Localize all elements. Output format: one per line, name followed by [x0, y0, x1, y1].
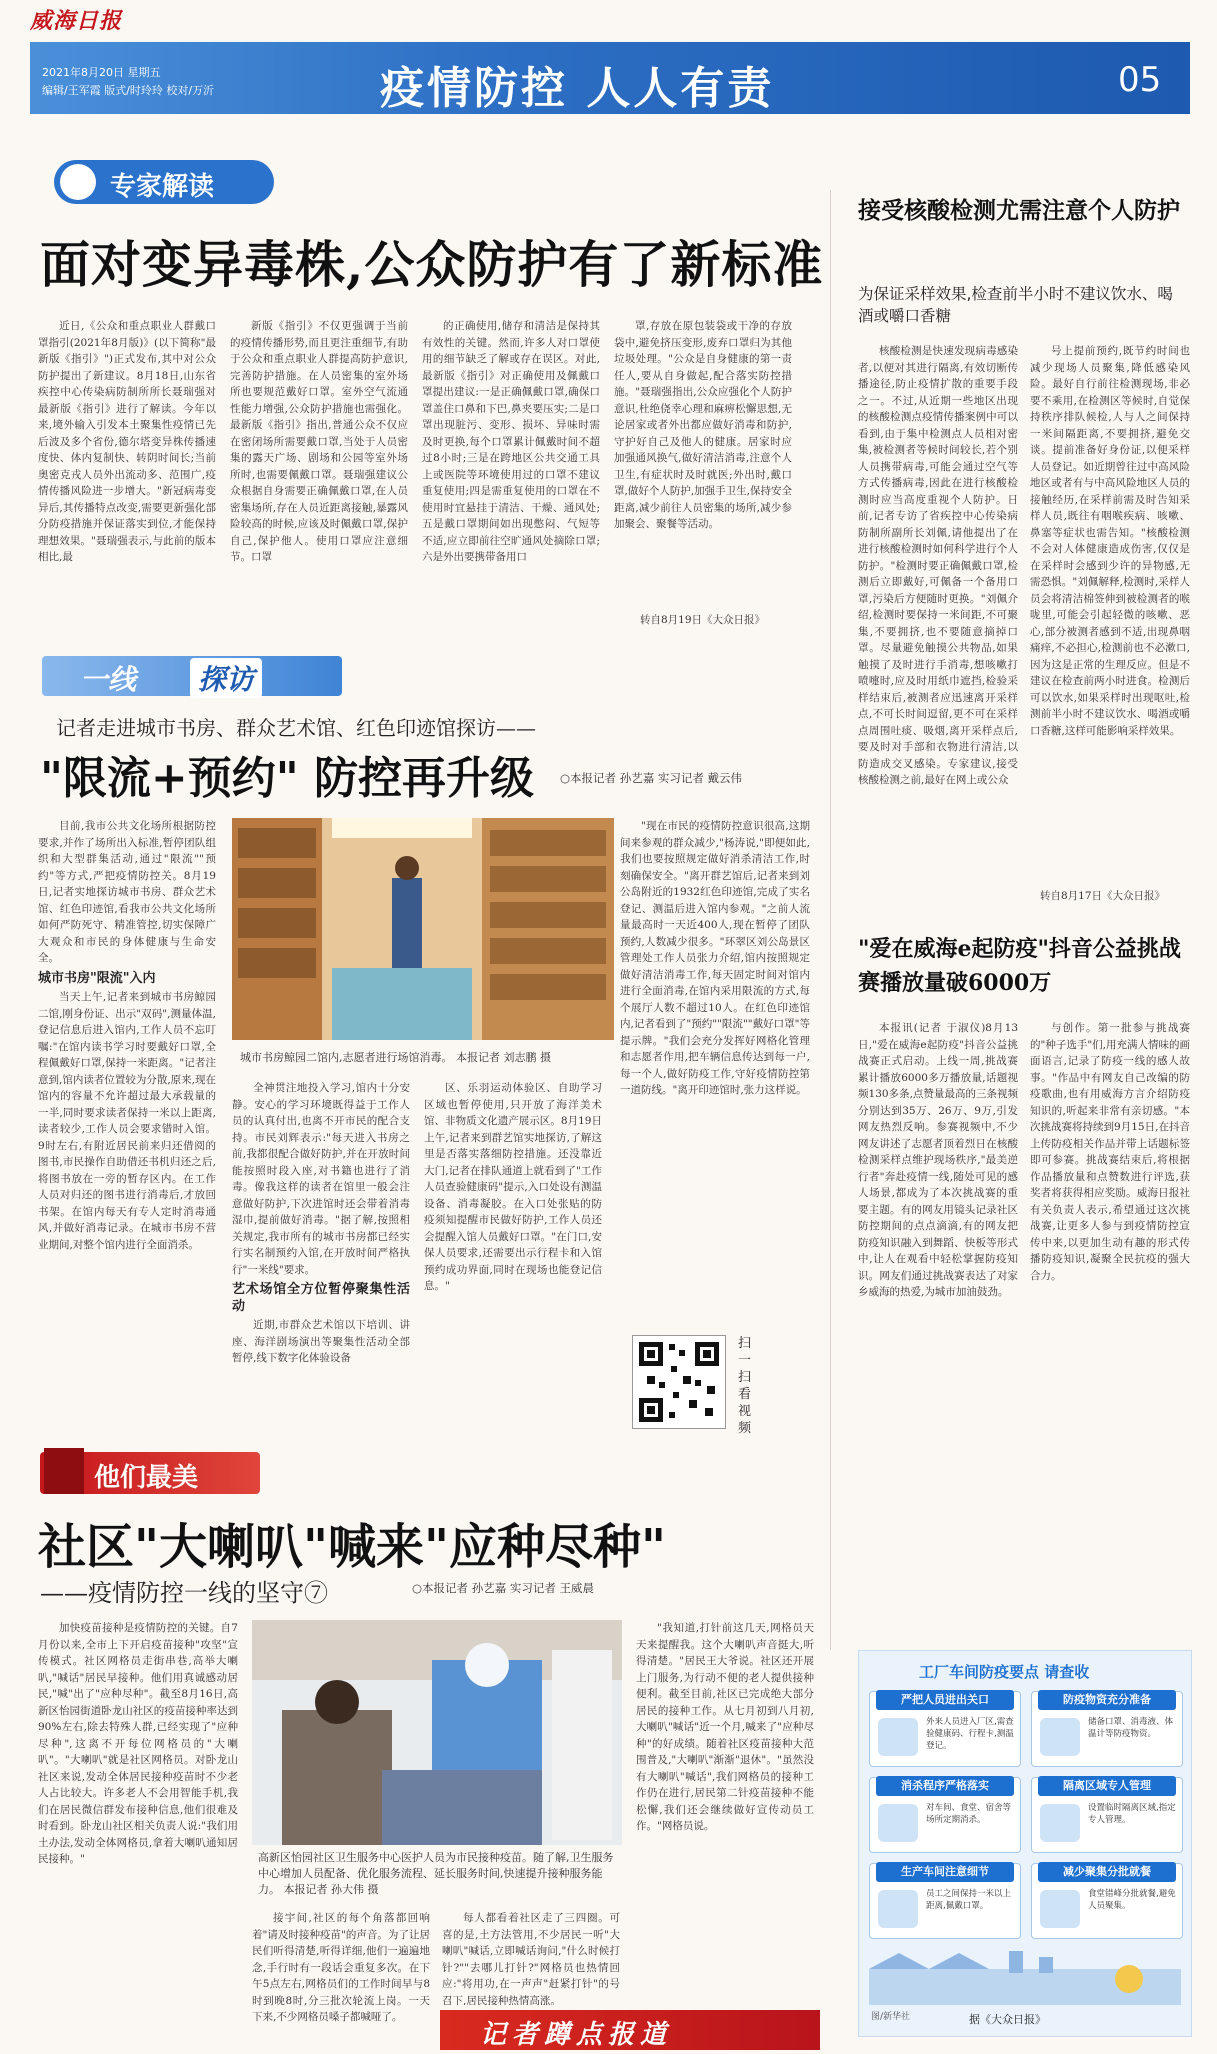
vaccination-photo: [252, 1620, 622, 1845]
frontline-tag-visit: 探访: [190, 658, 262, 698]
factory-ad-title: 工厂车间防疫要点 请查收: [919, 1663, 1090, 1681]
footer-banner: [440, 2010, 820, 2050]
supplies-icon: [1040, 1718, 1080, 1756]
factory-ad-credits: 图/新华社: [871, 2012, 911, 2022]
dining-icon: [1040, 1890, 1080, 1928]
frontline-tag-line: 一线: [80, 663, 137, 696]
frontline-col-4: "现在市民的疫情防控意识很高,这期间来参观的群众减少,"杨涛说,"即便如此,我们也要按照规定做好消杀清洁工作,时刻确保安全。"离开群艺馆后,记者来到刘公岛附近的1932红色印迹馆,完成了实名登记、测温后进入馆内参观。"之前人流量最高时一天近400人,现在暂停了团队预约,人数减少很多。"环翠区刘公岛景区管理处工作人员张力介绍,馆内按照规定做好清洁消毒工作,每天固定时间对馆内进行全面消毒,在馆内采用限流的方式,每个展厅人数不超过10人。在红色印迹馆内,记者看到了"预约""限流""戴好口罩"等提示牌。"我们会充分发挥好网格化管理和志愿者作用,把车辆信息传达到每一户,每一个人,做好防疫工作,守好疫情防控第一道防线。"离开印迹馆时,张力这样说。: [620, 820, 810, 1096]
ad-card-4: 隔离区域专人管理 设置临时隔离区域,指定专人管理。: [1031, 1777, 1183, 1853]
masthead: [0, 0, 1217, 120]
page-number: 05: [1118, 60, 1162, 100]
heroes-icon: [44, 1448, 84, 1494]
library-photo-caption: 城市书房鲸园二馆内,志愿者进行场馆消毒。 本报记者 刘志鹏 摄: [240, 1051, 551, 1064]
frontline-col-1: 目前,我市公共文化场所根据防控要求,并作了场所出入标准,暂停团队组织和大型群集活动,通过"限流""预约"等方式,严把疫情防控关。8月19日,记者实地探访城市书房、群众艺术馆、红色印迹馆,看我市公共文化场所如何严防死守、精准管控,切实保障广大观众和市民的身体健康与生命安全。 城市书房"限流"入内 当天上午,记者来到城市书房鲸园二馆,刚身份证、出示"双码",测量体温,登记信息后进入馆内,工作人员不忘叮嘱:"在馆内读书学习时要戴好口罩,全程佩戴好口罩,保持一米距离。"记者注意到,馆内读者位置较为分散,原来,现在馆内的容量不允许超过最大承载量的一半,同时要求读者保持一米以上距离,读者较少,工作人员会要求错时入馆。9时左右,有附近居民前来归还借阅的图书,市民操作自助借还书机归还之后,将图书放在一旁的暂存区内。在工作人员对归还的图书进行消毒后,才放回书架。在馆内每天有专人定时消毒通风,并做好消毒记录。在城市书房不营业期间,对整个馆内进行全面消杀。: [38, 820, 216, 1251]
expert-col-2: 新版《指引》不仅更强调于当前的疫情传播形势,而且更注重细节,有助于公众和重点职业人群提高防护意识,完善防护措施。在人员密集的室外场所也要规范戴好口罩。室外空气流通性能力增强,公众防护措施也需强化。最新版《指引》指出,普通公众不仅应在密闭场所需要戴口罩,当处于人员密集的露天广场、剧场和公园等室外场所时,也需要佩戴口罩。聂瑞强建议公众根据自身需要正确佩戴口罩,在人员密集场所,存在人员近距离接触,暴露风险较高的时候,应该及时佩戴口罩,保护自己,保护他人。使用口罩应注意细节。口罩: [230, 320, 408, 563]
ad-card-5: 生产车间注意细节 员工之间保持一米以上距离,佩戴口罩。: [869, 1863, 1021, 1939]
heroes-tag-label: 他们最美: [94, 1463, 199, 1493]
qr-code[interactable]: [632, 1335, 726, 1429]
library-illustration: [232, 818, 614, 1040]
expert-tag-label: 专家解读: [110, 172, 215, 202]
expert-icon: [60, 164, 96, 200]
masthead-editors: 编辑/王军霞 版式/时玲玲 校对/万沂: [42, 84, 215, 97]
vaccination-caption: 高新区怡园社区卫生服务中心医护人员为市民接种疫苗。随了解,卫生服务中心增加人员配备、优化服务流程、延长服务时间,快速提升接种服务能力。 本报记者 孙大伟 摄: [258, 1851, 614, 1896]
ecampaign-headline: "爱在威海e起防疫"抖音公益挑战赛播放量破6000万: [858, 936, 1181, 996]
heroes-col-1: 加快疫苗接种是疫情防控的关键。自7月份以来,全市上下开启疫苗接种"攻坚"宣传模式。社区网格员走街串巷,高举大喇叭,"喊话"居民早接种。他们用真诚感动居民,"喊"出了"应种尽种"。截至8月16日,高新区怡园街道卧龙山社区的疫苗接种率达到90%左右,除去特殊人群,已经实现了"应种尽种",这离不开每位网格员的"大喇叭"。"大喇叭"就是社区网格员。对卧龙山社区来说,发动全体居民接种疫苗时不少老人占比较大。许多老人不会用智能手机,我们在居民微信群发布接种信息,他们很难及时看到。卧龙山社区相关负责人说:"我们用土办法,发动全体网格员,拿着大喇叭通知居民接种。": [38, 1622, 238, 1865]
library-photo: [232, 818, 614, 1040]
expert-tag: [54, 160, 274, 204]
heroes-col-3: 每人都看着社区走了三四圈。可喜的是,土方法管用,不少居民一听"大喇叭"喊话,立即喊话询问,"什么时候打针?""去哪儿打针?"网格员也热情回应:"将用功,在一声声"赶紧打针"的号召下,居民接种热情高涨。: [442, 1912, 620, 2005]
newspaper-logo: 威海日报: [30, 8, 123, 34]
nucleic-col-1: 核酸检测是快速发现病毒感染者,以便对其进行隔离,有效切断传播途径,防止疫情扩散的重要手段之一。不过,从近期一些地区出现的核酸检测点疫情传播案例中可以看到,由于集中检测点人员相对密集,被检测者等候时间较长,若个别人员携带病毒,可能会通过空气等方式传播病毒,因此在进行核酸检测时应当高度重视个人防护。日前,记者专访了省疾控中心传染病防制所副所长刘佩,请他提出了在进行核酸检测时如何科学进行个人防护。"检测时要正确佩戴口罩,检测后立即戴好,可佩备一个备用口罩,污染后方便随时更换。"刘佩介绍,检测时要保持一米间距,不可聚集,不要拥挤,也不要随意摘掉口罩。尽量避免触摸公共物品,如果触摸了及时进行手消毒,想咳嗽打喷嚏时,应及时用纸巾遮挡,检验采样结束后,被测者应迅速离开采样点,不可长时间逗留,更不可在采样点周围吐痰、吸烟,离开采样点后,要及时对手部和衣物进行清洁,以防造成交叉感染。专家建议,接受核酸检测之前,最好在网上或公众: [858, 345, 1018, 786]
footer-banner-text: 记者蹲点报道: [480, 2020, 673, 2050]
nucleic-col-2: 号上提前预约,既节约时间也减少现场人员聚集,降低感染风险。最好自行前往检测现场,非必要不乘用,在检测区等候时,自觉保持秩序排队候检,人与人之间保持一米间隔距离,不要拥挤,避免交谈。提前准备好身份证,以便采样人员登记。如近期曾往过中高风险地区或者有与中高风险地区人员的接触经历,在采样前需及时告知采样人员,既往有咽喉疾病、咳嗽、鼻塞等症状也需告知。"核酸检测不会对人体健康造成伤害,仅仅是在采样时会感到少许的异物感,无需恐惧。"刘佩解释,检测时,采样人员会将清洁棉签伸到被检测者的喉咙里,可能会引起轻微的咳嗽、恶心,部分被测者感到不适,出现鼻咽痛痒,不必担心,检测前也不必漱口,因为这是正常的生理反应。但是不建议在检查前两小时进食。检测后可以饮水,如果采样时出现呕吐,检测前半小时不建议饮水、喝酒或嚼口香糖,这样可能影响采样效果。: [1030, 345, 1190, 737]
nucleic-subtitle: 为保证采样效果,检查前半小时不建议饮水、喝酒或嚼口香糖: [858, 285, 1173, 325]
nucleic-source: 转自8月17日《大众日报》: [1040, 890, 1166, 902]
masthead-date: 2021年8月20日 星期五: [42, 66, 161, 79]
frontline-headline: "限流+预约" 防控再升级: [40, 753, 535, 804]
ecampaign-col-2: 与创作。第一批参与挑战赛的"种子选手"们,用充满人情味的画面语言,记录了防疫一线的感人故事。"作品中有网友自己改编的防疫歌曲,也有用威海方言介绍防疫知识的,听起来非常有亲切感。"本次挑战赛将持续到9月15日,在抖音上传防疫相关作品并带上话题标签即可参赛。挑战赛结束后,将根据作品播放量和点赞数进行评选,获奖者将获得相应奖励。威海日报社有关负责人表示,希望通过这次挑战赛,让更多人参与到疫情防控宣传中来,以更加生动有趣的形式传播防疫知识,凝聚全民抗疫的强大合力。: [1030, 1022, 1190, 1282]
ad-card-6: 减少聚集分批就餐 食堂错峰分批就餐,避免人员聚集。: [1031, 1863, 1183, 1939]
expert-col-4: 罩,存放在原包装袋或干净的存放袋中,避免挤压变形,废弃口罩归为其他垃圾处理。"公众是自身健康的第一责任人,要从自身做起,配合落实防控措施。"聂瑞强指出,公众应强化个人防护意识,杜绝侥幸心理和麻痹松懈思想,无论居家或者外出都应做好消毒和防护,守护好自己及他人的健康。居家时应加强通风换气,做好清洁消毒,注意个人卫生,有症状时及时就医;外出时,戴口罩,做好个人防护,加强手卫生,保持安全距离,减少前往人员密集的场所,减少参加聚会、聚餐等活动。: [614, 320, 792, 530]
vaccination-illustration: [252, 1620, 622, 1845]
isolation-icon: [1040, 1804, 1080, 1842]
divider: [830, 190, 831, 1650]
heroes-byline: ○本报记者 孙艺嘉 实习记者 王威晨: [412, 1581, 594, 1595]
heroes-headline: 社区"大喇叭"喊来"应种尽种": [38, 1519, 667, 1575]
workshop-icon: [878, 1890, 918, 1928]
factory-ad-source: 据《大众日报》: [969, 2013, 1046, 2026]
heroes-col-4: "我知道,打针前这几天,网格员天天来提醒我。这个大喇叭声音挺大,听得清楚。"居民王大爷说。社区还开展上门服务,为行动不便的老人提供接种便利。截至目前,社区已完成绝大部分居民的接种工作。从七月初到八月初,大喇叭"喊话"近一个月,喊来了"应种尽种"的好成绩。随着社区疫苗接种大范围普及,"大喇叭"渐渐"退休"。"虽然没有大喇叭"喊话",我们网格员的接种工作仍在进行,居民第二针疫苗接种不能松懈,我们还会继续做好宣传动员工作。"网格员说。: [636, 1622, 814, 1832]
expert-headline: 面对变异毒株,公众防护有了新标准: [40, 235, 824, 294]
frontline-byline: ○本报记者 孙艺嘉 实习记者 戴云伟: [560, 771, 742, 785]
ad-card-3: 消杀程序严格落实 对车间、食堂、宿舍等场所定期消杀。: [869, 1777, 1021, 1853]
frontline-kicker: 记者走进城市书房、群众艺术馆、红色印迹馆探访——: [56, 716, 536, 740]
frontline-sub-2: 艺术场馆全方位暂停聚集性活动: [232, 1282, 410, 1314]
qr-label: 扫一扫看视频: [738, 1336, 752, 1436]
expert-col-3: 的正确使用,储存和清洁是保持其有效性的关键。然而,许多人对口罩使用的细节缺乏了解或存在误区。对此,最新版《指引》对正确使用及佩戴口罩提出建议:一是正确佩戴口罩,确保口罩盖住口鼻和下巴,鼻夹要压实;二是口罩出现脏污、变形、损坏、异味时需及时更换,每个口罩累计佩戴时间不超过8小时;三是在跨地区公共交通工具上或医院等环境使用过的口罩不建议重复使用;四是需重复使用的口罩在不使用时宜悬挂于清洁、干燥、通风处;五是戴口罩期间如出现憋闷、气短等不适,应立即前往空旷通风处摘除口罩;六是外出要携带备用口: [422, 320, 600, 563]
factory-illustration: [869, 1949, 1181, 2005]
expert-col-1: 近日,《公众和重点职业人群戴口罩指引(2021年8月版)》(以下简称"最新版《指引》")正式发布,其中对公众防护提出了新建议。8月18日,山东省疾控中心传染病防制所所长聂瑞强对最新版《指引》进行了解读。今年以来,境外输入引发本土聚集性疫情已先后波及多个省份,德尔塔变异株传播速度快、体内复制快、转阴时间长;当前奥密克戎人员外出流动多、范围广,疫情传播风险进一步增大。"新冠病毒变异后,其传播特点改变,需要更新强化部分防疫措施并保证落实到位,才能保持理想效果。"聂瑞强表示,与此前的版本相比,最: [38, 320, 216, 563]
qr-code-icon: [633, 1336, 725, 1428]
frontline-col-2: 全神贯注地投入学习,馆内十分安静。安心的学习环境既得益于工作人员的认真付出,也离不开市民的配合支持。市民刘辉表示:"每天进入书房之前,我都很配合做好防护,并在开放时间能按照时段入座,对书籍也进行了消毒。像我这样的读者在馆里一般会注意做好防护,下次进馆时还会带着消毒湿巾,提前做好消毒。"据了解,按照相关规定,我市所有的城市书房都已经实行实名制预约入馆,在开放时间严格执行"一米线"要求。 艺术场馆全方位暂停聚集性活动 近期,市群众艺术馆以下培训、讲座、海洋剧场演出等聚集性活动全部暂停,线下数字化体验设备: [232, 1082, 410, 1364]
nucleic-headline: 接受核酸检测尤需注意个人防护: [858, 197, 1180, 224]
heroes-tag: [40, 1452, 260, 1494]
frontline-sub-1: 城市书房"限流"入内: [38, 970, 156, 986]
ad-card-2: 防疫物资充分准备 储备口罩、消毒液、体温计等防疫物资。: [1031, 1691, 1183, 1767]
guard-icon: [878, 1718, 918, 1756]
factory-icon: [869, 1949, 1181, 2005]
factory-ad: [858, 1650, 1192, 2037]
frontline-col-3: 区、乐羽运动体验区、自助学习区域也暂停使用,只开放了海洋美术馆、非物质文化遗产展示区。8月19日上午,记者来到群艺馆实地探访,了解这里是否落实落细防控措施。还没靠近大门,记者在排队通道上就看到了"工作人员查验健康码"提示,入口处设有测温设备、消毒凝胶。在入口处张贴的防疫须知提醒市民做好防护,工作人员还会提醒入馆人员戴好口罩。"在门口,安保人员要求,还需要出示行程卡和入馆预约成功界面,同时在现场也能登记信息。": [424, 1082, 602, 1292]
heroes-subtitle: ——疫情防控一线的坚守⑦: [40, 1579, 328, 1607]
expert-source: 转自8月19日《大众日报》: [640, 614, 766, 626]
ad-card-1: 严把人员进出关口 外来人员进入厂区,需查验健康码、行程卡,测温登记。: [869, 1691, 1021, 1767]
heroes-col-2: 接宇间,社区的每个角落都回响着"请及时接种疫苗"的声音。为了让居民们听得清楚,听得详细,他们一遍遍地念,手行时有一段话会重复多次。在下午5点左右,网格员们的工作时间早与8时到晚8时,分三批次轮流上岗。一天下来,不少网格员嗓子都喊哑了。: [252, 1912, 430, 2023]
disinfect-icon: [878, 1804, 918, 1842]
ecampaign-col-1: 本报讯(记者 于淑仪)8月13日,"爱在威海e起防疫"抖音公益挑战赛正式启动。上线一周,挑战赛累计播放6000多万播放量,话题视频130多条,点赞量最高的三条视频分别达到35万、26万、9万,引发网友热烈反响。参赛视频中,不少网友讲述了志愿者顶着烈日在核酸检测采样点维护现场秩序,"最美逆行者"奔赴疫情一线,随处可见的感人场景,都成为了本次挑战赛的重要主题。有的网友用镜头记录社区防控期间的点点滴滴,有的网友把防疫知识融入到舞蹈、快板等形式中,让人在观看中轻松掌握防疫知识。网友们通过挑战赛表达了对家乡威海的热爱,为城市加油鼓劲。: [858, 1022, 1018, 1298]
banner-title: 疫情防控 人人有责: [380, 63, 775, 114]
